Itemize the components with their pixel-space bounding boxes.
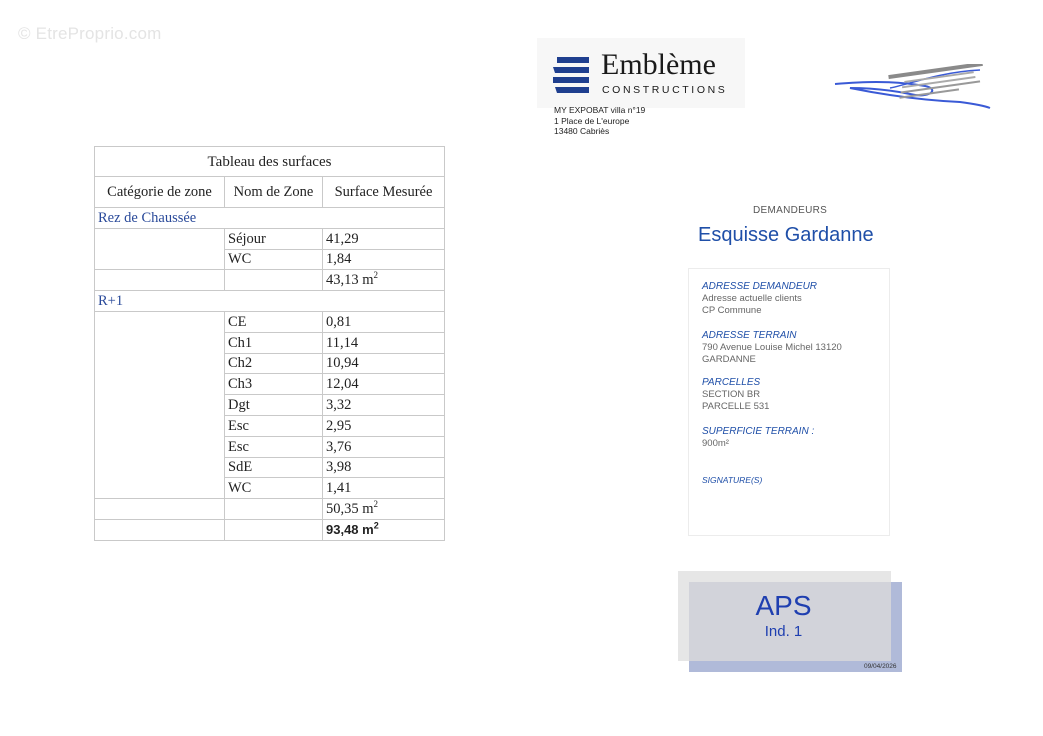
zone-name: Esc <box>225 415 323 436</box>
project-title: Esquisse Gardanne <box>698 224 874 246</box>
header-category: Catégorie de zone <box>95 177 225 208</box>
aps-index: Ind. 1 <box>764 623 803 640</box>
zone-name: SdE <box>225 457 323 478</box>
section-heading: ADRESSE DEMANDEUR <box>702 281 818 292</box>
section-line: GARDANNE <box>702 353 756 365</box>
header-zone-name: Nom de Zone <box>225 177 323 208</box>
total-value: 93,48 $m^2$ <box>323 519 445 540</box>
superficie-terrain <box>702 426 814 450</box>
company-logo <box>537 38 745 108</box>
aps-date: 09/04/2026 <box>864 663 897 670</box>
subtotal-row <box>95 499 445 520</box>
zone-name: WC <box>225 249 323 270</box>
section-line: 900m² <box>702 438 729 449</box>
signature-stamp-icon <box>830 64 995 114</box>
zone-surface: 3,76 <box>323 436 445 457</box>
company-address-line: 13480 Cabriès <box>554 126 610 136</box>
level-name: Rez de Chaussée <box>95 208 445 229</box>
zone-name: Dgt <box>225 395 323 416</box>
company-address-line: MY EXPOBAT villa n°19 <box>554 105 646 115</box>
company-name: Emblème <box>601 48 716 81</box>
surfaces-table <box>94 146 445 541</box>
section-heading: SIGNATURE(S) <box>702 475 763 485</box>
subtotal-row <box>95 270 445 291</box>
zone-surface: 2,95 <box>323 415 445 436</box>
section-line: Adresse actuelle clients <box>702 293 802 304</box>
header-surface: Surface Mesurée <box>323 177 445 208</box>
table-title: Tableau des surfaces <box>95 147 445 177</box>
company-address-line: 1 Place de L'europe <box>554 115 630 126</box>
total-row <box>95 519 445 540</box>
watermark: © EtreProprio.com <box>18 24 162 43</box>
section-line: 790 Avenue Louise Michel 13120 <box>702 342 842 353</box>
section-heading: ADRESSE TERRAIN <box>702 330 797 341</box>
adresse-demandeur <box>702 281 817 316</box>
info-box <box>688 268 890 536</box>
parcelles <box>702 377 769 412</box>
subtotal-value: 50,35 $m^2$ <box>323 499 445 520</box>
section-line: PARCELLE 531 <box>702 400 770 412</box>
company-address <box>554 105 645 137</box>
zone-name: WC <box>225 478 323 499</box>
zone-name: Ch1 <box>225 332 323 353</box>
table-row <box>95 228 445 249</box>
emblem-logo-icon <box>553 55 591 93</box>
zone-name: Séjour <box>225 228 323 249</box>
section-line: CP Commune <box>702 304 762 316</box>
demandeurs-label: DEMANDEURS <box>753 205 828 216</box>
signature-section <box>702 475 762 485</box>
aps-title: APS <box>755 590 812 621</box>
zone-surface: 11,14 <box>323 332 445 353</box>
zone-name: Esc <box>225 436 323 457</box>
section-heading: PARCELLES <box>702 377 761 388</box>
table-row <box>95 311 445 332</box>
zone-surface: 1,84 <box>323 249 445 270</box>
zone-name: Ch2 <box>225 353 323 374</box>
zone-surface: 3,32 <box>323 395 445 416</box>
section-heading: SUPERFICIE TERRAIN : <box>702 426 815 437</box>
zone-surface: 12,04 <box>323 374 445 395</box>
zone-surface: 41,29 <box>323 228 445 249</box>
zone-name: Ch3 <box>225 374 323 395</box>
zone-surface: 1,41 <box>323 478 445 499</box>
subtotal-value: 43,13 $m^2$ <box>323 270 445 291</box>
level-name: R+1 <box>95 291 445 312</box>
zone-surface: 10,94 <box>323 353 445 374</box>
adresse-terrain <box>702 330 842 365</box>
company-sub: CONSTRUCTIONS <box>602 84 728 96</box>
zone-surface: 0,81 <box>323 311 445 332</box>
zone-surface: 3,98 <box>323 457 445 478</box>
zone-name: CE <box>225 311 323 332</box>
section-line: SECTION BR <box>702 389 761 400</box>
